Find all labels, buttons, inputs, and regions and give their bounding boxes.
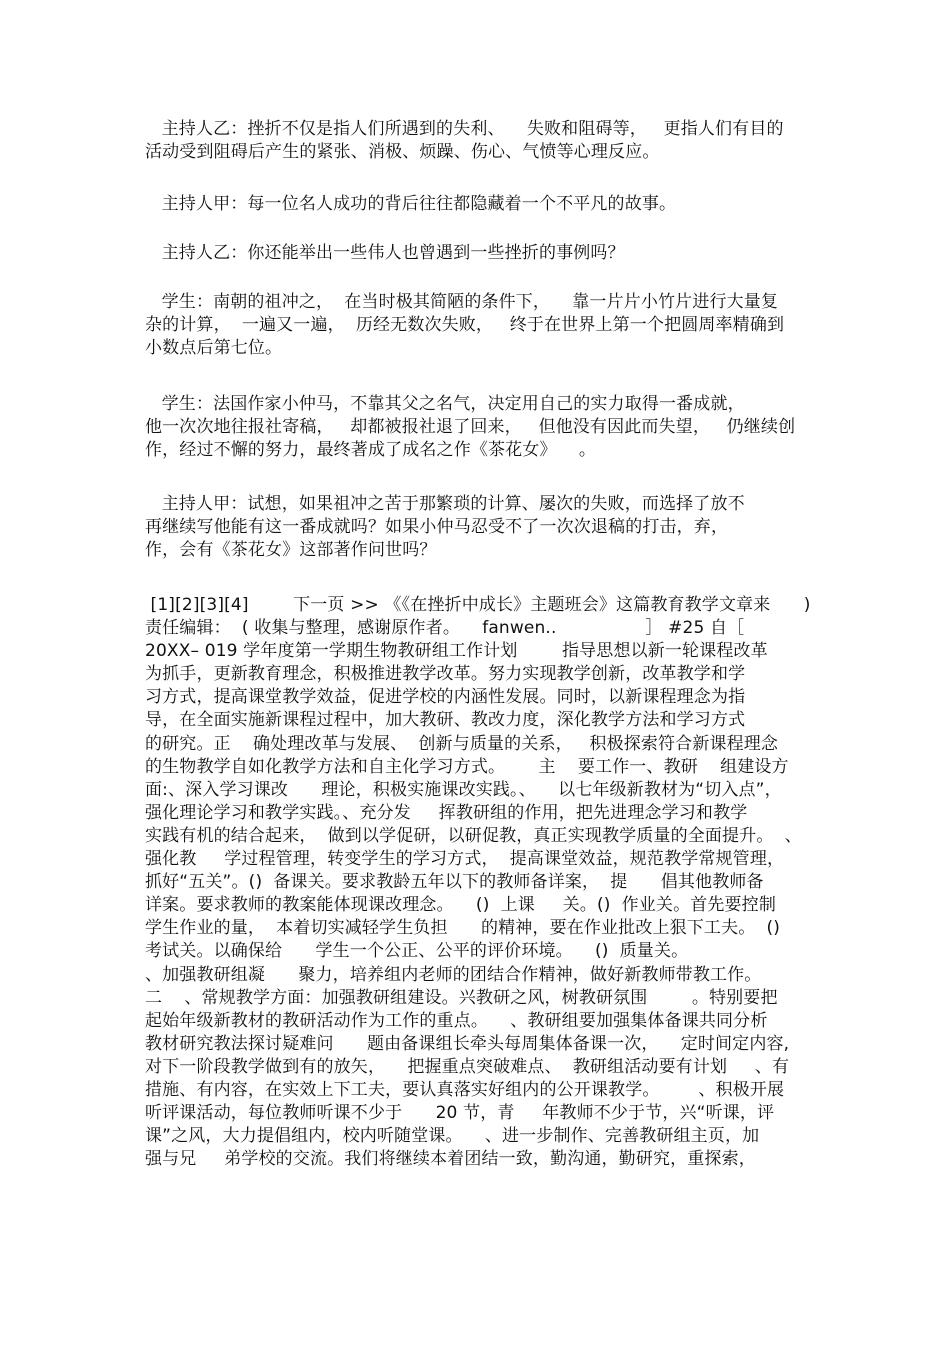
text-line: 对下一阶段教学做到有的放矢， 把握重点突破难点、 教研组活动要有计划 、有 (145, 1056, 790, 1077)
text-line: 措施、有内容，在实效上下工夫，要认真落实好组内的公开课教学。 、积极开展 (145, 1079, 785, 1100)
paragraph-host-a-conclusion (145, 493, 825, 562)
text-line: 课”之风，大力提倡组内，校内听随堂课。 、进一步制作、完善教研组主页，加 (145, 1126, 760, 1147)
text-line: 主持人乙：挫折不仅是指人们所遇到的失利、 失败和阻碍等， 更指人们有目的 (145, 119, 784, 139)
text-line: 考试关。以确保给 学生一个公正、公平的评价环境。 () 质量关。 (145, 941, 689, 962)
text-line: 再继续写他能有这一番成就吗？如果小仲马忍受不了一次次退稿的打击，弃， (145, 517, 729, 537)
text-line: 习方式，提高课堂教学效益，促进学校的内涵性发展。同时，以新课程理念为指 (145, 687, 746, 708)
text-line: 学生：法国作家小仲马，不靠其父之名气，决定用自己的实力取得一番成就， (145, 394, 745, 414)
text-line: 主持人乙：你还能举出一些伟人也曾遇到一些挫折的事例吗？ (145, 243, 625, 263)
text-line: 活动受到阻碍后产生的紧张、消极、烦躁、伤心、气愤等心理反应。 (145, 142, 660, 162)
text-line: 听评课活动，每位教师听课不少于 20 节，青 年教师不少于节，兴“听课，评 (145, 1103, 775, 1124)
text-line: 、加强教研组凝 聚力，培养组内老师的团结合作精神，做好新教师带教工作。 (145, 964, 762, 985)
paragraph-host-a-stories (145, 193, 825, 216)
text-line: 面:、深入学习课改 理论，积极实施课改实践。、 以七年级新教材为“切入点”， (145, 779, 782, 800)
paragraph-host-b-question (145, 242, 825, 265)
text-line: 责任编辑： ( 收集与整理，感谢原作者。 fanwen.. ］ #25 自［ (145, 618, 745, 639)
text-line: [1][2][3][4] 下一页 >> 《《在挫折中成长》主题班会》这篇教育教学文章来 ) (145, 595, 811, 615)
paragraph-student-zu-chongzhi (145, 291, 825, 360)
text-line: 详案。要求教师的教案能体现课改理念。 () 上课 关。() 作业关。首先要控制 (145, 895, 776, 916)
text-line: 导，在全面实施新课程过程中，加大教研、教改力度，深化教学方法和学习方式 (145, 710, 746, 731)
paragraph-host-b-definition (145, 118, 825, 164)
text-line: 的生物教学自如化教学方法和自主化学习方式。 主 要工作一、教研 组建设方 (145, 756, 789, 777)
text-line: 强化教 学过程管理，转变学生的学习方式， 提高课堂效益，规范教学常规管理， (145, 849, 785, 870)
text-line: 的研究。正 确处理改革与发展、 创新与质量的关系， 积极探索符合新课程理念 (145, 733, 779, 754)
text-line: 作，经过不懈的努力，最终著成了成名之作《茶花女》 。 (145, 440, 596, 460)
text-line: 作，会有《茶花女》这部著作问世吗？ (145, 540, 437, 560)
text-line: 学生：南朝的祖冲之， 在当时极其简陋的条件下， 靠一片片小竹片进行大量复 (145, 292, 779, 312)
paragraph-work-plan (145, 594, 825, 1171)
text-line: 实践有机的结合起来， 做到以学促研，以研促教，真正实现教学质量的全面提升。 、 (145, 825, 802, 846)
text-line: 学生作业的量， 本着切实减轻学生负担 的精神，要在作业批改上狠下工夫。 () (145, 918, 781, 939)
text-line: 教材研究教法探讨疑难问 题由备课组长牵头每周集体备课一次， 定时间定内容, (145, 1033, 790, 1054)
paragraph-student-dumas (145, 393, 825, 462)
text-line: 强与兄 弟学校的交流。我们将继续本着团结一致，勤沟通，勤研究，重探索， (145, 1149, 756, 1170)
text-line: 主持人甲：试想，如果祖冲之苦于那繁琐的计算、屡次的失败，而选择了放不 (145, 494, 745, 514)
text-line: 主持人甲：每一位名人成功的背后往往都隐藏着一个不平凡的故事。 (145, 194, 677, 214)
text-line: 起始年级新教材的教研活动作为工作的重点。 、教研组要加强集体备课共同分析 (145, 1010, 768, 1031)
text-line: 杂的计算， 一遍又一遍， 历经无数次失败， 终于在世界上第一个把圆周率精确到 (145, 315, 785, 335)
text-line: 抓好“五关”。() 备课关。要求教龄五年以下的教师备详案， 提 倡其他教师备 (145, 872, 764, 893)
text-line: 他一次次地往报社寄稿， 却都被报社退了回来， 但他没有因此而失望， 仍继续创 (145, 417, 796, 437)
text-line: 二 、常规教学方面：加强教研组建设。兴教研之风，树教研氛围 。特别要把 (145, 987, 778, 1008)
text-line: 小数点后第七位。 (145, 338, 283, 358)
text-line: 强化理论学习和教学实践。、充分发 挥教研组的作用，把先进理念学习和教学 (145, 802, 748, 823)
text-line: 20XX– 019 学年度第一学期生物教研组工作计划 指导思想以新一轮课程改革 (145, 641, 768, 662)
text-line: 为抓手，更新教育理念，积极推进教学改革。努力实现教学创新，改革教学和学 (145, 664, 746, 685)
